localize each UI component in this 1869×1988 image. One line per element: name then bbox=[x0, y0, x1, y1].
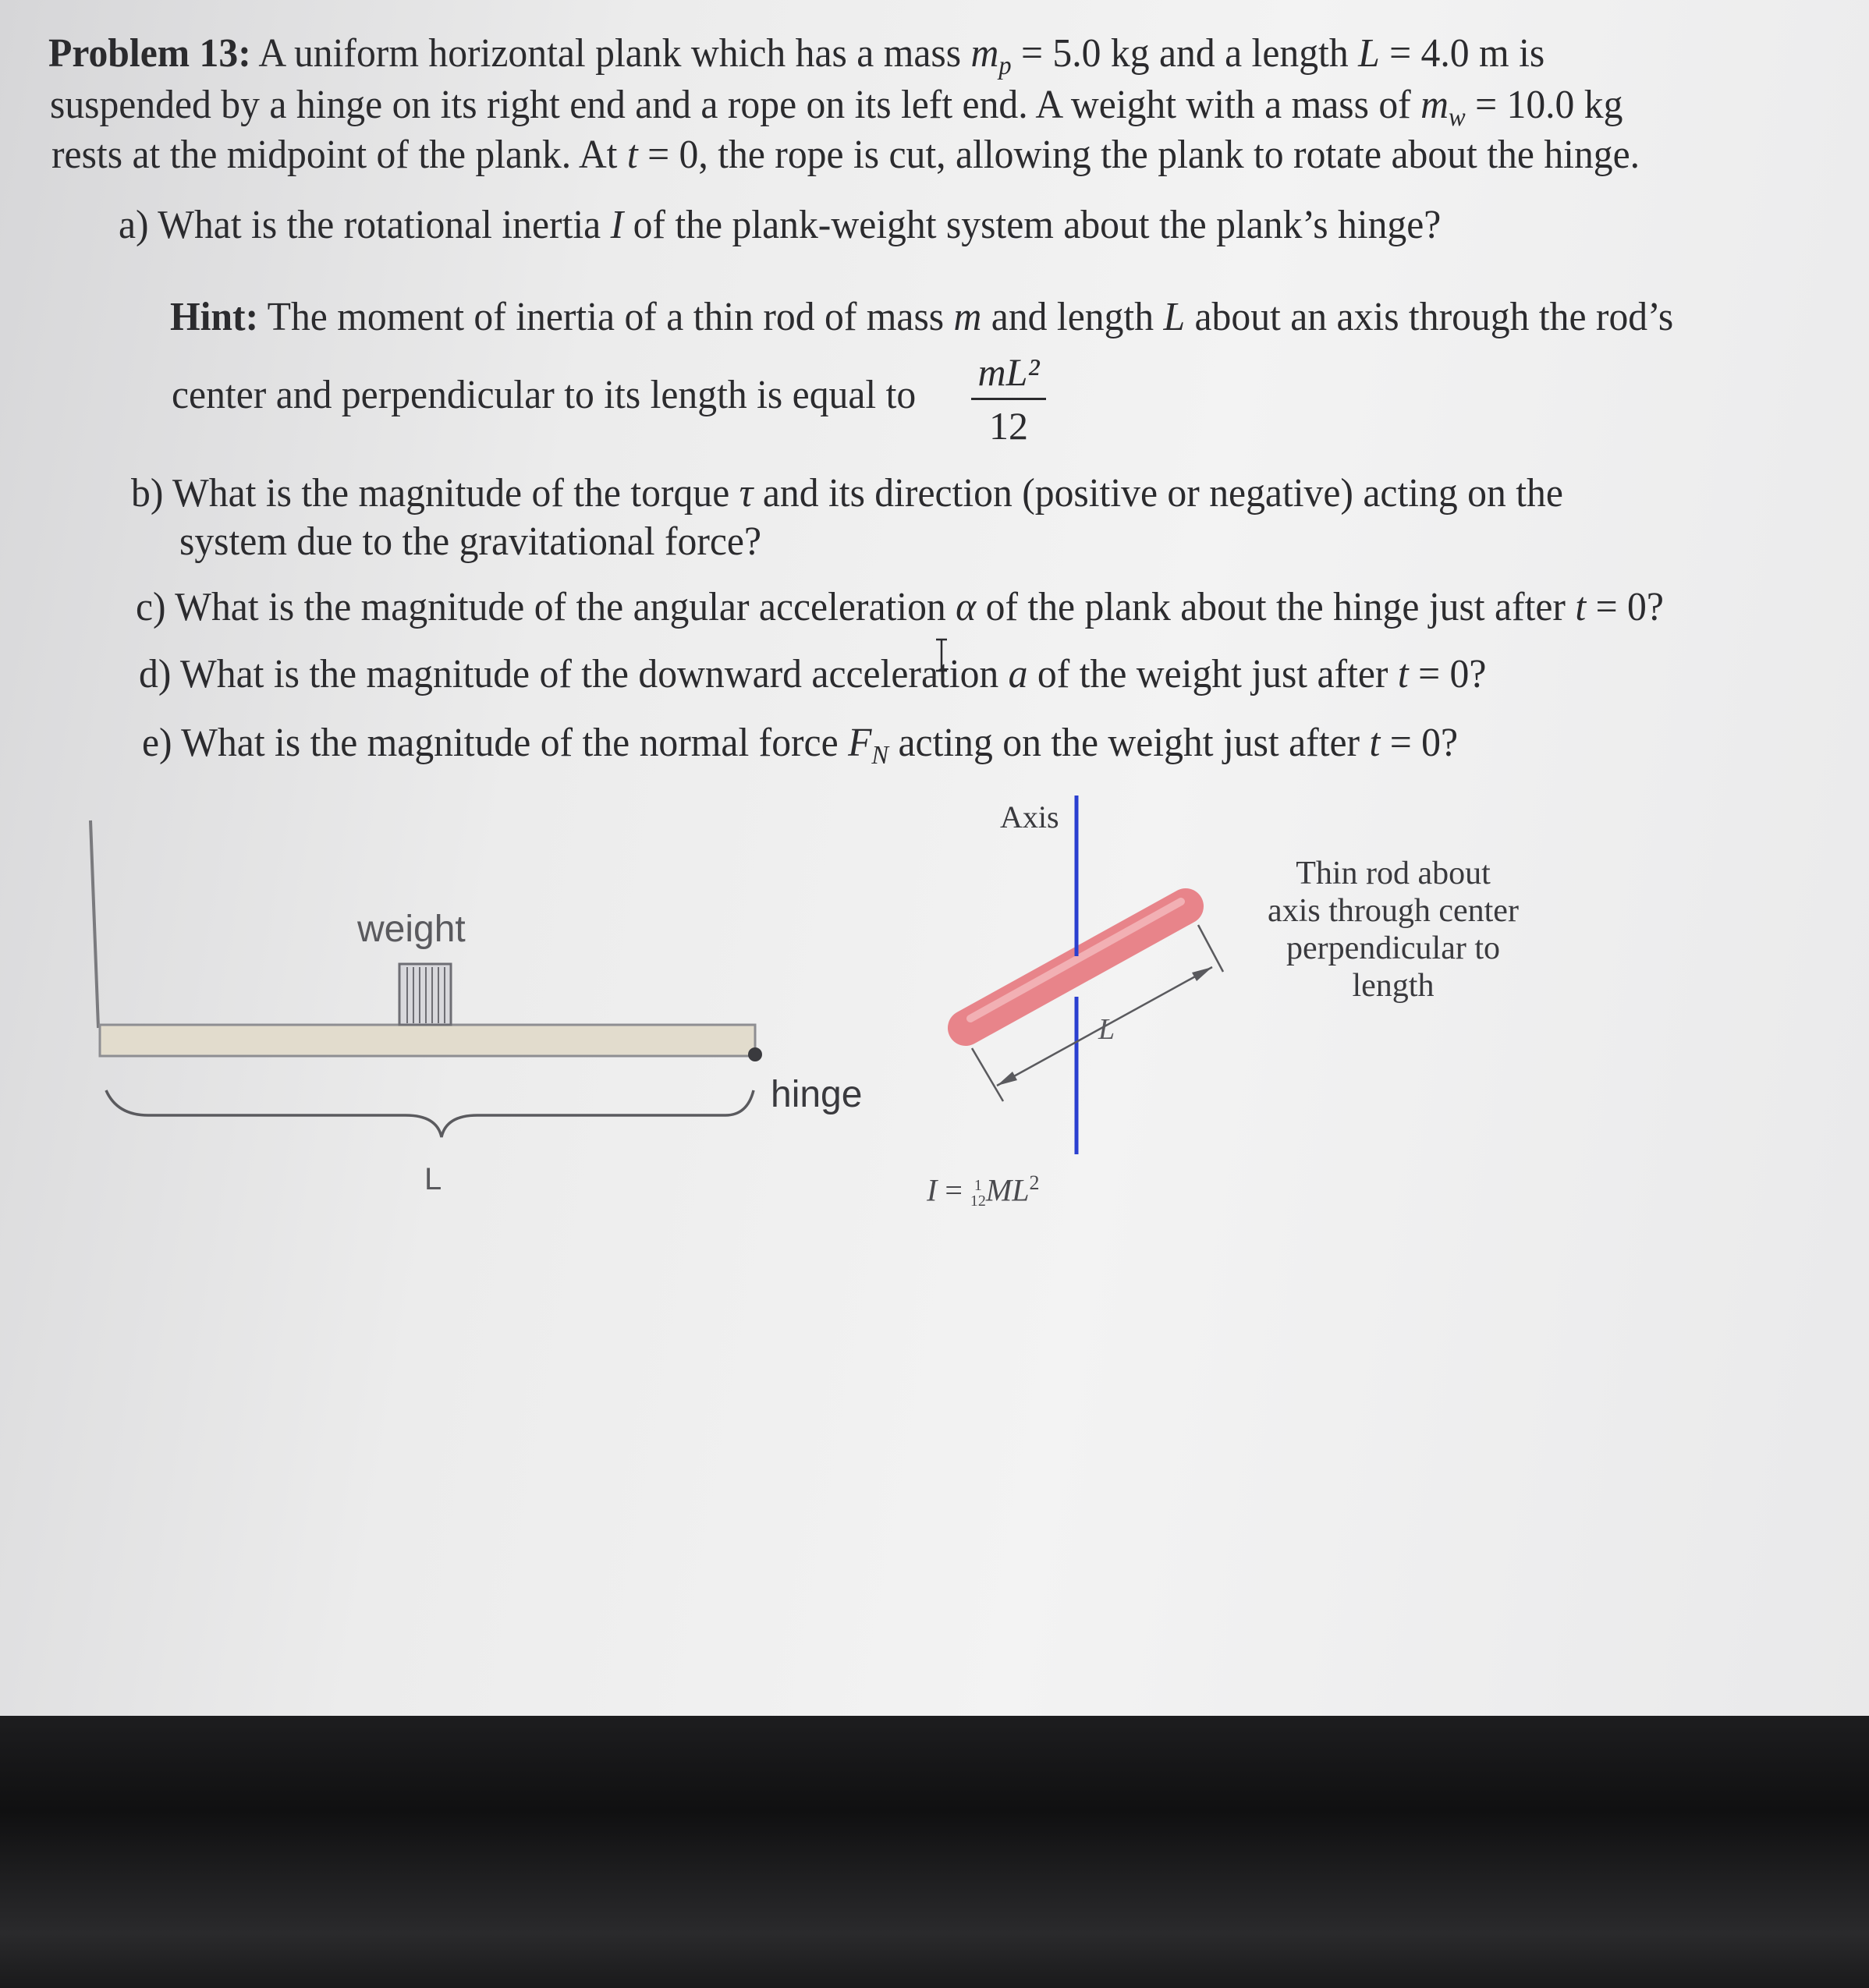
fraction-numerator: mL² bbox=[977, 350, 1040, 394]
dimension-arrow-left bbox=[997, 1072, 1017, 1086]
hint-line-1: Hint: The moment of inertia of a thin rod of mass m and length L about an axis through the rod’s bbox=[170, 295, 1674, 339]
axis-label: Axis bbox=[1000, 799, 1059, 835]
problem-line-3: rests at the midpoint of the plank. At t = 0, the rope is cut, allowing the plank to rotate about the hinge. bbox=[51, 133, 1640, 177]
problem-line-1: Problem 13: A uniform horizontal plank which has a mass $m_p = 5.0$ kg and a length L = 4.0 m is bbox=[48, 31, 1545, 80]
rod-formula: I = 1 $12ML^2$ bbox=[927, 1171, 1040, 1210]
problem-label: Problem 13: bbox=[48, 31, 251, 76]
extension-line-right bbox=[1198, 925, 1223, 972]
part-c: c) What is the magnitude of the angular acceleration α of the plank about the hinge just after t = 0? bbox=[136, 585, 1664, 629]
plank bbox=[100, 1025, 755, 1056]
part-b-line-2: system due to the gravitational force? bbox=[179, 519, 762, 564]
monitor-bezel bbox=[0, 1716, 1869, 1988]
hint-line-2: center and perpendicular to its length is equal to bbox=[172, 373, 917, 417]
rod-caption bbox=[1229, 855, 1557, 1005]
fraction-denominator: 12 bbox=[989, 404, 1028, 448]
weight-stripes bbox=[407, 967, 445, 1023]
rope-line bbox=[90, 820, 98, 1028]
dimension-arrow-right bbox=[1192, 967, 1212, 981]
hint-label: Hint: bbox=[170, 295, 259, 339]
weight-label: weight bbox=[357, 909, 466, 950]
part-d: d) What is the magnitude of the downward acceleration a of the weight just after t = 0? bbox=[139, 652, 1487, 696]
caption-line-3: perpendicular to bbox=[1286, 930, 1501, 966]
length-brace bbox=[106, 1090, 754, 1137]
caption-line-2: axis through center bbox=[1268, 893, 1519, 929]
extension-line-left bbox=[972, 1048, 1003, 1101]
part-a: a) What is the rotational inertia I of the plank-weight system about the plank’s hinge? bbox=[119, 203, 1442, 247]
part-b-line-1: b) What is the magnitude of the torque τ and its direction (positive or negative) acting on the bbox=[131, 471, 1563, 516]
hinge-label: hinge bbox=[771, 1074, 863, 1115]
text-cursor-icon bbox=[933, 638, 950, 672]
hinge-dot bbox=[748, 1047, 762, 1061]
caption-line-1: Thin rod about bbox=[1296, 856, 1491, 891]
rod-length-label: L bbox=[1098, 1013, 1115, 1046]
problem-line-2: suspended by a hinge on its right end and a rope on its left end. A weight with a mass of $m_w = 10.0$ kg bbox=[50, 83, 1623, 132]
caption-line-4: length bbox=[1352, 968, 1435, 1004]
part-e: e) What is the magnitude of the normal force $F_N$ acting on the weight just after t = 0? bbox=[142, 721, 1459, 770]
plank-length-label: L bbox=[424, 1162, 442, 1196]
